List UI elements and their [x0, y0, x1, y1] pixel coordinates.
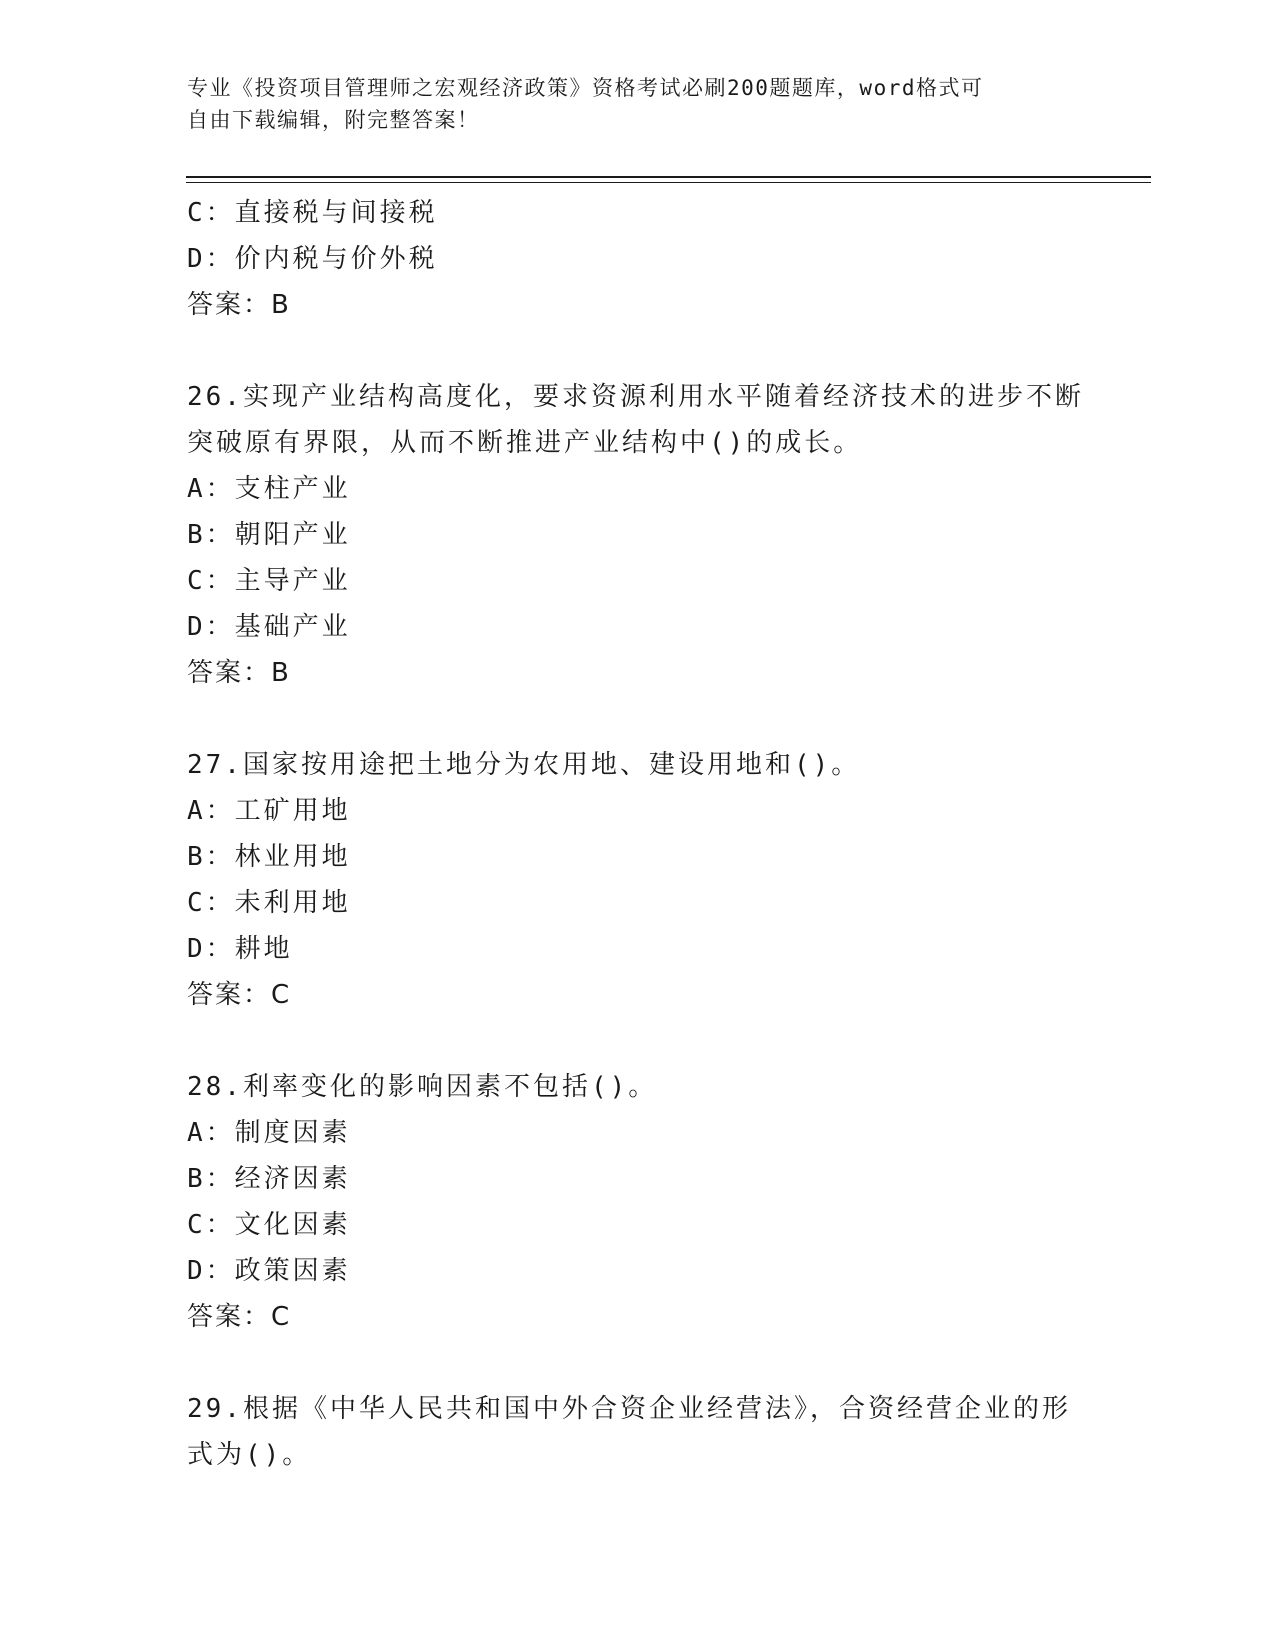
q25-answer: 答案：B: [187, 290, 291, 320]
q28-option-b: B：经济因素: [187, 1164, 351, 1194]
q26-option-a: A：支柱产业: [187, 474, 351, 504]
q27-option-a: A：工矿用地: [187, 796, 351, 826]
spacer: [187, 696, 1087, 742]
q27-stem-line-1: 27.国家按用途把土地分为农用地、建设用地和()。: [187, 750, 861, 780]
q29-stem-line-2: 式为()。: [187, 1440, 312, 1470]
spacer: [187, 328, 1087, 374]
q25-option-c: C：直接税与间接税: [187, 198, 438, 228]
header-divider-thin: [186, 182, 1151, 183]
document-header: [187, 72, 1067, 136]
q28-stem-line-1: 28.利率变化的影响因素不包括()。: [187, 1072, 658, 1102]
q28-answer: 答案：C: [187, 1302, 292, 1332]
q28-option-d: D：政策因素: [187, 1256, 351, 1286]
q26-stem-line-2: 突破原有界限，从而不断推进产业结构中()的成长。: [187, 428, 863, 458]
q27-option-c: C：未利用地: [187, 888, 351, 918]
q27-answer: 答案：C: [187, 980, 292, 1010]
q26-option-c: C：主导产业: [187, 566, 351, 596]
header-line-1: 专业《投资项目管理师之宏观经济政策》资格考试必刷200题题库，word格式可: [187, 76, 984, 100]
question-list: [187, 190, 1087, 1478]
q26-option-d: D：基础产业: [187, 612, 351, 642]
q28-option-c: C：文化因素: [187, 1210, 351, 1240]
q27-option-b: B：林业用地: [187, 842, 351, 872]
spacer: [187, 1340, 1087, 1386]
q28-option-a: A：制度因素: [187, 1118, 351, 1148]
q26-answer: 答案：B: [187, 658, 291, 688]
q25-option-d: D：价内税与价外税: [187, 244, 438, 274]
spacer: [187, 1018, 1087, 1064]
header-divider-thick: [186, 176, 1151, 178]
q27-option-d: D：耕地: [187, 934, 293, 964]
header-line-2: 自由下载编辑，附完整答案！: [187, 108, 480, 132]
q26-option-b: B：朝阳产业: [187, 520, 351, 550]
q29-stem-line-1: 29.根据《中华人民共和国中外合资企业经营法》，合资经营企业的形: [187, 1394, 1071, 1424]
q26-stem-line-1: 26.实现产业结构高度化，要求资源利用水平随着经济技术的进步不断: [187, 382, 1084, 412]
